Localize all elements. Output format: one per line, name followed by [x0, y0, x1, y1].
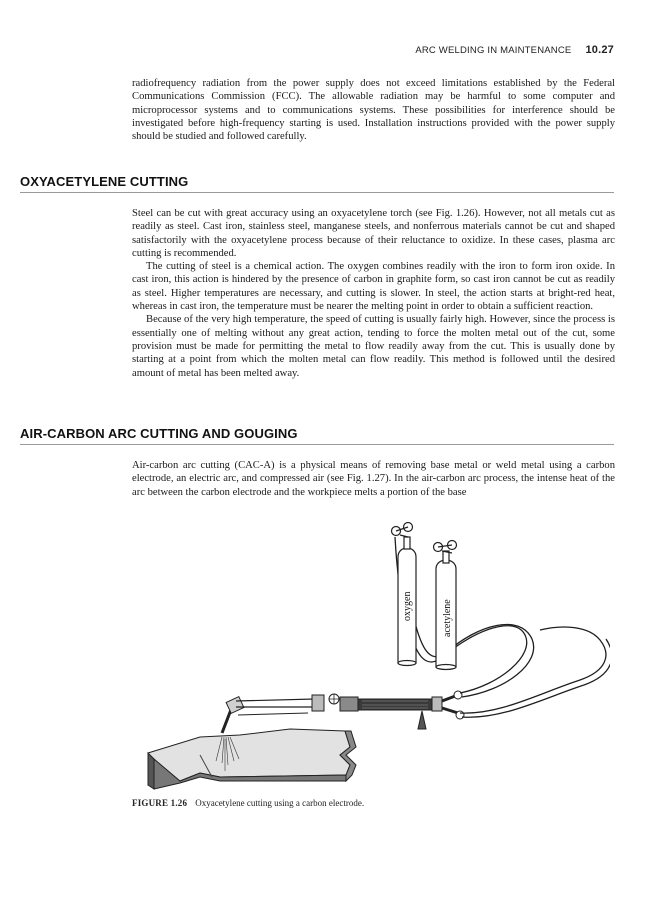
figure-oxyacetylene-illustration — [140, 515, 610, 795]
cylinder-label-acetylene: acetylene — [442, 599, 453, 637]
paragraph: Steel can be cut with great accuracy using an oxyacetylene torch (see Fig. 1.26). However, not all metals cut as readily as steel. Cast iron, stainless steel, manganese steels, and nonferrous materials cannot be cut and shaped satisfactorily with the oxyacetylene process because of their reluctance to oxidize. In these cases, plasma arc cutting is recommended. — [132, 208, 615, 259]
intro-text-block — [132, 77, 615, 143]
paragraph: Because of the very high temperature, the speed of cutting is usually fairly high. However, since the process is essentially one of melting without any great action, tending to force the molten metal out of the cut, some provision must be made for permitting the metal to flow readily away from the cut. This is usually done by starting at a point from which the molten metal can flow readily. This method is followed until the desired amount of metal has been melted away. — [132, 314, 615, 379]
section-heading-oxyacetylene: OXYACETYLENE CUTTING — [20, 174, 614, 193]
torch-head — [222, 694, 339, 733]
paragraph: The cutting of steel is a chemical action. The oxygen combines readily with the iron to form iron oxide. In cast iron, this action is hindered by the presence of carbon in graphite form, so cast iron cannot be cut as readily as steel. Higher temperatures are necessary, and cutting is slower. In steel, the action starts at bright-red heat, whereas in cast iron, the temperature must be nearer the melting point in order to obtain a sufficient reaction. — [132, 261, 615, 313]
gas-hoses — [395, 537, 610, 717]
paragraph: Air-carbon arc cutting (CAC-A) is a physical means of removing base metal or weld metal using a carbon electrode, an electric arc, and compressed air (see Fig. 1.27). In the air-carbon arc process, the intense heat of the arc between the carbon electrode and the workpiece melts a portion of the base — [132, 460, 615, 498]
oxyacetylene-text-block — [132, 207, 615, 380]
running-title: ARC WELDING IN MAINTENANCE — [415, 45, 572, 56]
workpiece-plate — [148, 729, 356, 789]
figure-caption-text: Oxyacetylene cutting using a carbon electrode. — [195, 798, 365, 808]
acetylene-cylinder — [434, 541, 457, 670]
section-heading-air-carbon-arc: AIR-CARBON ARC CUTTING AND GOUGING — [20, 426, 614, 445]
air-carbon-text-block — [132, 459, 615, 499]
running-header — [415, 44, 614, 56]
figure-caption — [132, 798, 364, 808]
page-number: 10.27 — [585, 44, 614, 56]
intro-paragraph: radiofrequency radiation from the power supply does not exceed limitations established by the Federal Communications Commission (FCC). The allowable radiation may be harmful to some computer and microprocessor systems and to communications systems. These possibilities for interference should be investigated before high-frequency starting is used. Installation instructions provided with the power supply should be studied and followed carefully. — [132, 78, 615, 143]
cylinder-label-oxygen: oxygen — [402, 591, 413, 621]
torch-handle — [340, 691, 464, 729]
figure-caption-label: FIGURE 1.26 — [132, 798, 188, 808]
